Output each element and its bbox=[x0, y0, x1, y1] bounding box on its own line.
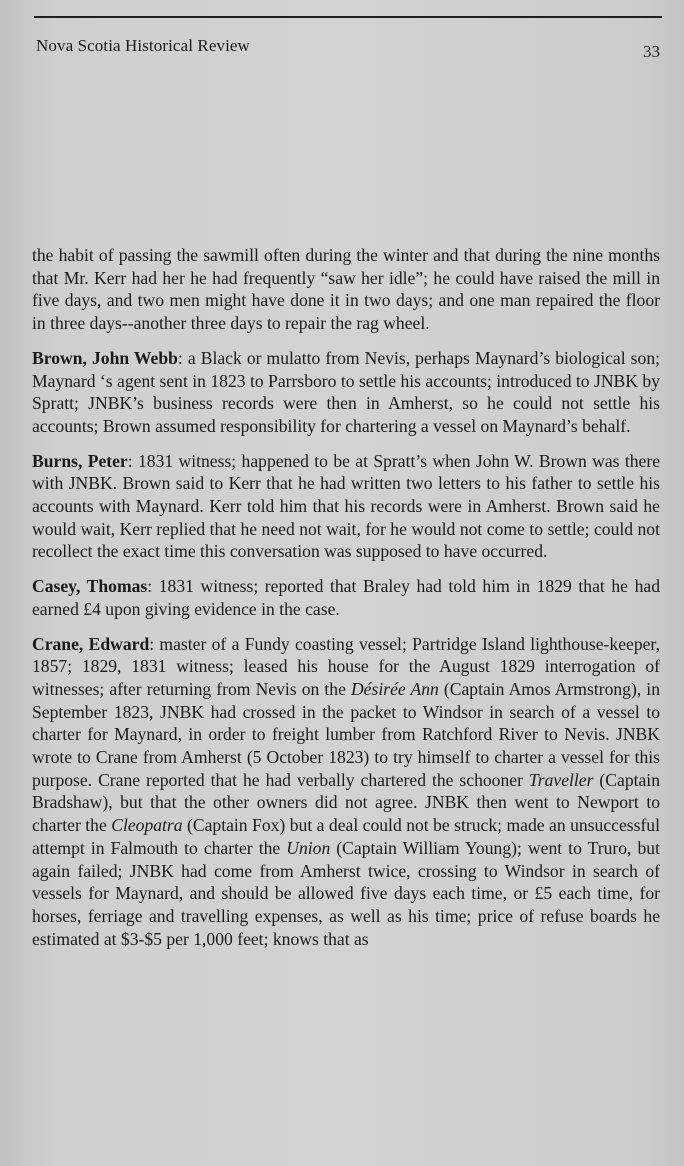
entry-text: : 1831 witness; happened to be at Spratt’s when John W. Brown was there with JNBK. Brown said to Kerr that he had written two letters to his father to settle his accounts with Maynard. Kerr told him that his records were in Amherst. Brown said he would wait, Kerr replied that he need not wait, for he would not come to settle; could not recollect the exact time this conversation was supposed to have occurred. bbox=[32, 450, 660, 562]
entry-text: (Captain Fox) but a deal could not be struck; made an unsuccessful attempt in Falmouth to charter the bbox=[32, 815, 660, 858]
running-title: Nova Scotia Historical Review bbox=[36, 36, 250, 55]
entry-term: Brown, John Webb bbox=[32, 347, 178, 368]
body-text bbox=[32, 244, 660, 962]
entry-term: Burns, Peter bbox=[32, 450, 128, 471]
entry-term: Crane, Edward bbox=[32, 633, 150, 654]
page-number: 33 bbox=[643, 42, 660, 61]
ship-name: Cleopatra bbox=[111, 815, 183, 836]
paragraph-text: the habit of passing the sawmill often during the winter and that during the nine months that Mr. Kerr had her he had frequently “saw her idle”; he could have raised the mill in five days, and two men might have done it in two days; and one man repaired the floor in three days--another three days to repair the rag wheel. bbox=[32, 245, 660, 334]
entry-text: (Captain Amos Armstrong), in September 1823, JNBK had crossed in the packet to Windsor in search of a vessel to charter for Maynard, in order to freight lumber from Ratchford River to Nevis. JNBK wrote to Crane from Amherst (5 October 1823) to try himself to charter a vessel for this purpose. Crane reported that he had verbally chartered the schooner bbox=[32, 678, 660, 790]
entry-brown bbox=[32, 347, 660, 438]
ship-name: Traveller bbox=[528, 769, 594, 790]
ship-name: Désirée Ann bbox=[350, 678, 439, 699]
header-rule bbox=[34, 16, 662, 18]
ship-name: Union bbox=[286, 837, 331, 858]
entry-text: : 1831 witness; reported that Braley had told him in 1829 that he had earned £4 upon giving evidence in the case. bbox=[32, 576, 660, 619]
entry-text: (Captain William Young); went to Truro, but again failed; JNBK had come from Amherst twice, crossing to Windsor in search of vessels for Maynard, and should be allowed five days each time, or £5 each time, for horses, ferriage and travelling expenses, as well as his time; price of refuse boards he estimated at $3-$5 per 1,000 feet; knows that as bbox=[32, 837, 660, 949]
paragraph-continuation bbox=[32, 244, 660, 335]
entry-term: Casey, Thomas bbox=[32, 576, 148, 597]
entry-burns bbox=[32, 450, 660, 564]
entry-crane bbox=[32, 633, 660, 951]
entry-text: : a Black or mulatto from Nevis, perhaps Maynard’s biological son; Maynard ‘s agent sent in 1823 to Parrsboro to settle his accounts; introduced to JNBK by Spratt; JNBK’s business records were then in Amherst, so he could not settle his accounts; Brown assumed responsibility for chartering a vessel on Maynard’s behalf. bbox=[32, 347, 661, 436]
entry-casey bbox=[32, 575, 660, 620]
entry-text: : master of a Fundy coasting vessel; Partridge Island lighthouse-keeper, 1857; 1829, 1831 witness; leased his house for the August 1829 interrogation of witnesses; after returning from Nevis on the bbox=[32, 633, 660, 699]
entry-text: (Captain Bradshaw), but that the other owners did not agree. JNBK then went to Newport to charter the bbox=[32, 769, 660, 836]
